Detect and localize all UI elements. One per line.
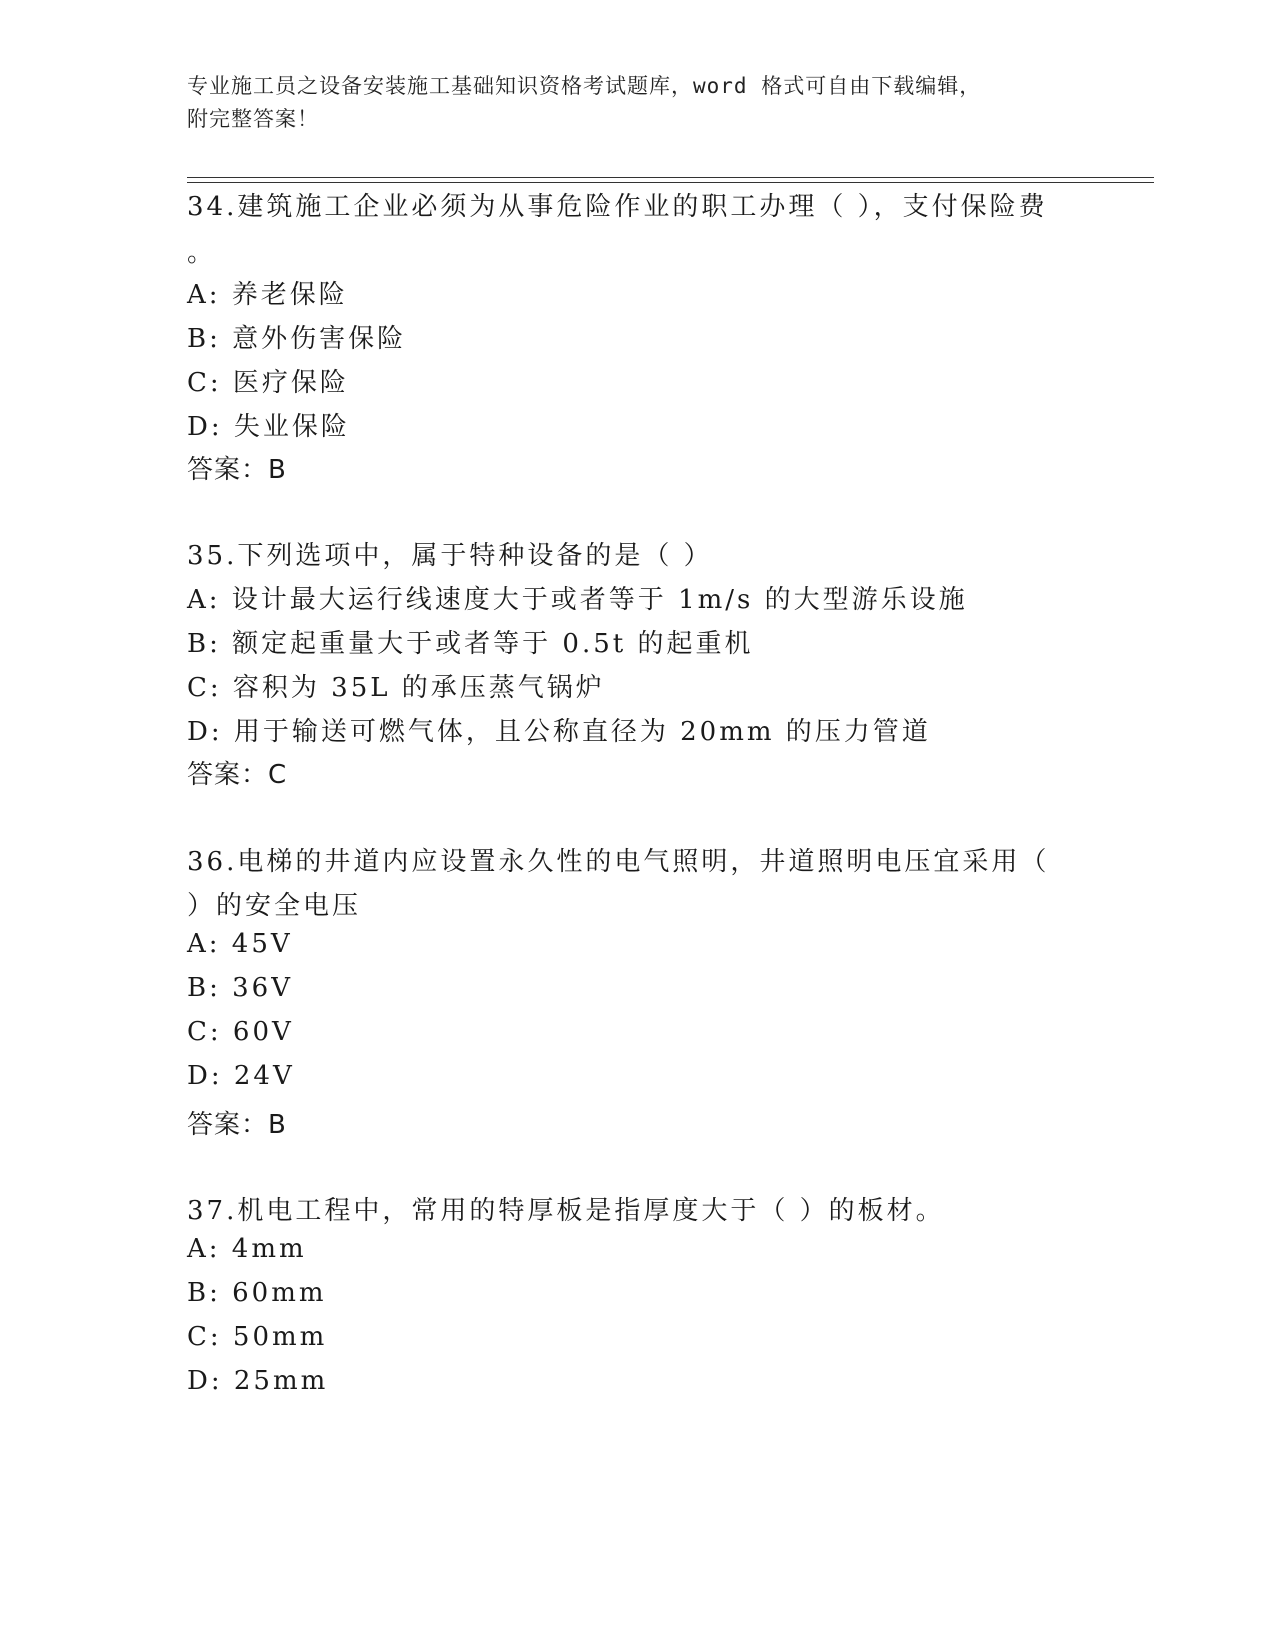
header-line-2: 附完整答案！ — [187, 107, 319, 131]
option-a: A: 4mm — [187, 1234, 307, 1264]
document-header — [187, 70, 1067, 136]
answer: 答案：C — [187, 760, 288, 790]
question-stem-continued: 。 — [187, 238, 217, 268]
option-d: D: 25mm — [187, 1366, 329, 1396]
header-divider-bottom — [187, 182, 1154, 183]
option-b: B: 60mm — [187, 1278, 327, 1308]
option-a: A: 养老保险 — [187, 280, 348, 310]
option-b: B: 额定起重量大于或者等于 0.5t 的起重机 — [187, 629, 754, 659]
answer: 答案：B — [187, 1110, 287, 1140]
question-stem-continued: ）的安全电压 — [187, 891, 362, 921]
header-line-1: 专业施工员之设备安装施工基础知识资格考试题库，word 格式可自由下载编辑， — [187, 74, 982, 98]
option-c: C: 60V — [187, 1017, 294, 1047]
option-d: D: 用于输送可燃气体，且公称直径为 20mm 的压力管道 — [187, 717, 931, 747]
question-stem: 37.机电工程中，常用的特厚板是指厚度大于（ ）的板材。 — [187, 1196, 945, 1226]
option-d: D: 24V — [187, 1061, 295, 1091]
question-stem: 34.建筑施工企业必须为从事危险作业的职工办理（ ），支付保险费 — [187, 192, 1048, 222]
option-d: D: 失业保险 — [187, 412, 350, 442]
option-c: C: 医疗保险 — [187, 368, 349, 398]
question-stem: 35.下列选项中，属于特种设备的是（ ） — [187, 541, 713, 571]
option-b: B: 36V — [187, 973, 293, 1003]
option-a: A: 45V — [187, 929, 293, 959]
option-c: C: 容积为 35L 的承压蒸气锅炉 — [187, 673, 605, 703]
question-stem: 36.电梯的井道内应设置永久性的电气照明，井道照明电压宜采用（ — [187, 847, 1050, 877]
answer: 答案：B — [187, 455, 287, 485]
option-b: B: 意外伤害保险 — [187, 324, 407, 354]
option-c: C: 50mm — [187, 1322, 328, 1352]
header-divider-top — [187, 177, 1154, 178]
option-a: A: 设计最大运行线速度大于或者等于 1m/s 的大型游乐设施 — [187, 585, 968, 615]
